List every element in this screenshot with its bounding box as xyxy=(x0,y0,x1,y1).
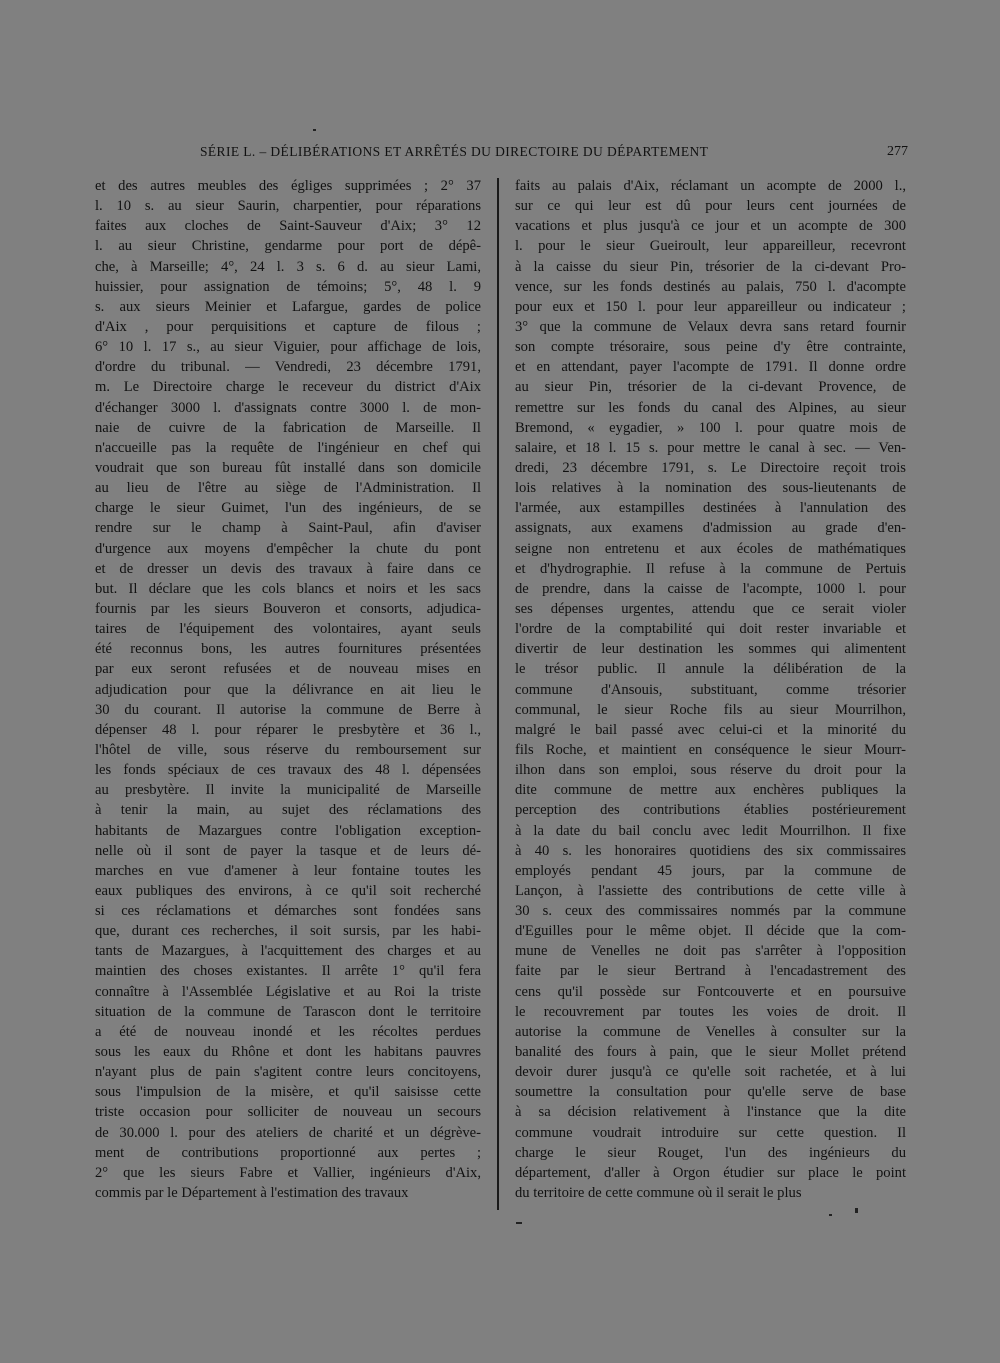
text-line: salaire, et 18 l. 15 s. pour mettre le canal à sec. — Ven- xyxy=(515,439,906,456)
text-line: 30 s. ceux des commissaires nommés par la commune xyxy=(515,903,906,920)
text-line: charge le sieur Rouget, l'un des ingénieurs du xyxy=(515,1144,906,1161)
text-line: d'échanger 3000 l. d'assignats contre 3000 l. de mon- xyxy=(95,399,481,416)
text-line: dite commune de mettre aux enchères publiques la xyxy=(515,782,906,799)
text-line: dredi, 23 décembre 1791, s. Le Directoire reçoit trois xyxy=(515,459,906,476)
text-line: nelle où il sont de payer la tasque et de leurs dé- xyxy=(95,842,481,859)
text-line: d'urgence aux moyens d'empêcher la chute du pont xyxy=(95,540,481,557)
text-line: sous l'impulsion de la misère, et qu'il saisisse cette xyxy=(95,1084,481,1101)
text-line: voudrait que son bureau fût installé dans son domicile xyxy=(95,459,481,476)
text-line: l. pour le sieur Gueiroult, leur appareilleur, recevront xyxy=(515,238,906,255)
text-line: che, à Marseille; 4°, 24 l. 3 s. 6 d. au sieur Lami, xyxy=(95,258,481,275)
column-divider xyxy=(497,178,499,1210)
page-header xyxy=(200,144,912,164)
scan-speck xyxy=(313,129,316,131)
text-line: d'ordre du tribunal. — Vendredi, 23 décembre 1791, xyxy=(95,359,481,376)
text-line: taires de l'équipement des volontaires, ayant seuls xyxy=(95,621,481,638)
text-line: commune voudrait introduire sur cette question. Il xyxy=(515,1124,906,1141)
text-line: tants de Mazargues, à l'acquittement des charges et au xyxy=(95,943,481,960)
text-line: que, durant ces recherches, il soit sursis, par les habi- xyxy=(95,923,481,940)
text-line: soumettre la consultation pour qu'elle serve de base xyxy=(515,1084,906,1101)
text-line: mune de Venelles ne doit pas s'arrêter à l'opposition xyxy=(515,943,906,960)
scan-speck xyxy=(516,1222,522,1224)
text-line: l'armée, aux estampilles destinées à l'annulation des xyxy=(515,500,906,517)
text-line: le recouvrement par toutes les voies de droit. Il xyxy=(515,1003,906,1020)
text-line: n'ayant plus de pain s'agitent contre leurs concitoyens, xyxy=(95,1064,481,1081)
text-line: de prendre, dans la caisse de l'acompte, 1000 l. pour xyxy=(515,580,906,597)
scan-speck xyxy=(855,1208,858,1213)
page-number: 277 xyxy=(887,144,908,159)
text-line: marches en vue d'amener à leur fontaine toutes les xyxy=(95,862,481,879)
text-line: au presbytère. Il invite la municipalité de Marseille xyxy=(95,782,481,799)
text-line: m. Le Directoire charge le receveur du district d'Aix xyxy=(95,379,481,396)
text-line: autorise la commune de Venelles à consulter sur la xyxy=(515,1023,906,1040)
text-line: à sa décision relativement à l'instance que la dite xyxy=(515,1104,906,1121)
text-line: département, d'aller à Orgon étudier sur place le point xyxy=(515,1164,906,1181)
text-line: 6° 10 l. 17 s., au sieur Viguier, pour affichage de lois, xyxy=(95,339,481,356)
text-line: communal, le sieur Roche fils au sieur Mourrilhon, xyxy=(515,701,906,718)
text-line: divertir de leur destination les sommes qui alimentent xyxy=(515,641,906,658)
text-line: vacations et plus jusqu'à ce jour et un acompte de 300 xyxy=(515,218,906,235)
text-line: à la caisse du sieur Pin, trésorier de la ci-devant Pro- xyxy=(515,258,906,275)
text-line: n'accueille pas la requête de l'ingénieur en chef qui xyxy=(95,439,481,456)
text-line: son compte trésoraire, sous peine d'y être contrainte, xyxy=(515,339,906,356)
text-line: à 40 s. les honoraires quotidiens des six commissaires xyxy=(515,842,906,859)
text-line: situation de la commune de Tarascon dont le territoire xyxy=(95,1003,481,1020)
left-text-column xyxy=(95,176,481,1203)
text-line: et de dresser un devis des travaux à faire dans ce xyxy=(95,560,481,577)
text-line: 2° que les sieurs Fabre et Vallier, ingénieurs d'Aix, xyxy=(95,1164,481,1181)
text-line: à la date du bail conclu avec ledit Mourrilhon. Il fixe xyxy=(515,822,906,839)
text-line: eaux publiques des environs, à ce qu'il soit recherché xyxy=(95,882,481,899)
text-line: adjudication pour que la délivrance en ait lieu le xyxy=(95,681,481,698)
text-line: et des autres meubles des égliges supprimées ; 2° 37 xyxy=(95,178,481,194)
text-line: dépenser 48 l. pour réparer le presbytère et 36 l., xyxy=(95,721,481,738)
text-line: naie de cuivre de la fabrication de Marseille. Il xyxy=(95,419,481,436)
text-line: l'hôtel de ville, sous réserve du remboursement sur xyxy=(95,741,481,758)
text-line: de 30.000 l. pour des ateliers de charité et un dégrève- xyxy=(95,1124,481,1141)
text-line: d'Eguilles pour le même objet. Il décide que la com- xyxy=(515,923,906,940)
text-line: banalité des fours à pain, que le sieur Mollet prétend xyxy=(515,1044,906,1061)
text-line: par eux seront refusées et de nouveau mises en xyxy=(95,661,481,678)
text-line: pour eux et 150 l. pour leur appareilleur ou indicateur ; xyxy=(515,298,906,315)
text-line: rendre sur le champ à Saint-Paul, afin d'aviser xyxy=(95,520,481,537)
text-line: commis par le Département à l'estimation des travaux xyxy=(95,1185,409,1202)
text-line: maintien des choses existantes. Il arrête 1° qu'il fera xyxy=(95,963,481,980)
text-line: vence, sur les fonds destinés au palais, 750 l. d'acompte xyxy=(515,278,906,295)
text-line: faites aux cloches de Saint-Sauveur d'Aix; 3° 12 xyxy=(95,218,481,235)
text-line: fils Roche, et maintient en conséquence le sieur Mourr- xyxy=(515,741,906,758)
text-line: 30 du courant. Il autorise la commune de Berre à xyxy=(95,701,481,718)
text-line: devoir durer jusqu'à ce qu'elle soit rachetée, et à lui xyxy=(515,1064,906,1081)
right-text-column xyxy=(515,176,906,1203)
text-line: 3° que la commune de Velaux devra sans retard fournir xyxy=(515,318,906,335)
text-line: remettre sur les fonds du canal des Alpines, au sieur xyxy=(515,399,906,416)
text-line: au lieu de l'être au siège de l'Administration. Il xyxy=(95,480,481,497)
text-line: s. aux sieurs Meinier et Lafargue, gardes de police xyxy=(95,298,481,315)
text-line: Lançon, à l'assiette des contributions de cette ville à xyxy=(515,882,906,899)
text-line: assignats, aux examens d'admission au grade d'en- xyxy=(515,520,906,537)
text-line: les fonds spéciaux de ces travaux des 48 l. dépensées xyxy=(95,762,481,779)
text-line: ment de contributions proportionné aux pertes ; xyxy=(95,1144,481,1161)
text-line: commune d'Ansouis, substituant, comme trésorier xyxy=(515,681,906,698)
text-line: cens qu'il possède sur Fontcouverte et en poursuive xyxy=(515,983,906,1000)
text-line: habitants de Mazargues contre l'obligation exception- xyxy=(95,822,481,839)
text-line: employés pendant 45 jours, par la commune de xyxy=(515,862,906,879)
text-line: malgré le bail passé avec celui-ci et la minorité du xyxy=(515,721,906,738)
scan-speck xyxy=(829,1214,832,1216)
text-line: l. 10 s. au sieur Saurin, charpentier, pour réparations xyxy=(95,198,481,215)
text-line: sous les eaux du Rhône et dont les habitans pauvres xyxy=(95,1044,481,1061)
text-line: et en attendant, payer l'acompte de 1791. Il donne ordre xyxy=(515,359,906,376)
text-line: fournis par les sieurs Bouveron et consorts, adjudica- xyxy=(95,600,481,617)
text-line: Bremond, « eygadier, » 100 l. pour quatre mois de xyxy=(515,419,906,436)
text-line: connaître à l'Assemblée Législative et au Roi la triste xyxy=(95,983,481,1000)
text-line: faite par le sieur Bertrand à l'encadastrement des xyxy=(515,963,906,980)
text-line: été reconnus bons, les autres fournitures présentées xyxy=(95,641,481,658)
text-line: d'Aix , pour perquisitions et capture de filous ; xyxy=(95,318,481,335)
text-line: si ces réclamations et démarches sont fondées sans xyxy=(95,903,481,920)
text-line: au sieur Pin, trésorier de la ci-devant Provence, de xyxy=(515,379,906,396)
text-line: l'ordre de la comptabilité qui doit rester invariable et xyxy=(515,621,906,638)
text-line: sur ce qui leur est dû pour leurs cent journées de xyxy=(515,198,906,215)
text-line: faits au palais d'Aix, réclamant un acompte de 2000 l., xyxy=(515,178,906,194)
text-line: but. Il déclare que les cols blancs et noirs et les sacs xyxy=(95,580,481,597)
text-line: ses dépenses urgentes, attendu que ce serait violer xyxy=(515,600,906,617)
text-line: triste occasion pour solliciter de nouveau un secours xyxy=(95,1104,481,1121)
text-line: à tenir la main, au sujet des réclamations des xyxy=(95,802,481,819)
text-line: ilhon dans son emploi, sous réserve du droit pour la xyxy=(515,762,906,779)
text-line: seigne non entretenu et aux écoles de mathématiques xyxy=(515,540,906,557)
running-title: SÉRIE L. – DÉLIBÉRATIONS ET ARRÊTÉS DU DIRECTOIRE DU DÉPARTEMENT xyxy=(200,144,709,159)
text-line: perception des contributions établies postérieurement xyxy=(515,802,906,819)
text-line: et d'hydrographie. Il refuse à la commune de Pertuis xyxy=(515,560,906,577)
text-line: a été de nouveau inondé et les récoltes perdues xyxy=(95,1023,481,1040)
text-line: l. au sieur Christine, gendarme pour port de dépê- xyxy=(95,238,481,255)
text-line: huissier, pour assignation de témoins; 5°, 48 l. 9 xyxy=(95,278,481,295)
text-line: charge le sieur Guimet, l'un des ingénieurs, de se xyxy=(95,500,481,517)
text-line: du territoire de cette commune où il serait le plus xyxy=(515,1185,802,1202)
text-line: le trésor public. Il annule la délibération de la xyxy=(515,661,906,678)
text-line: lois relatives à la nomination des sous-lieutenants de xyxy=(515,480,906,497)
